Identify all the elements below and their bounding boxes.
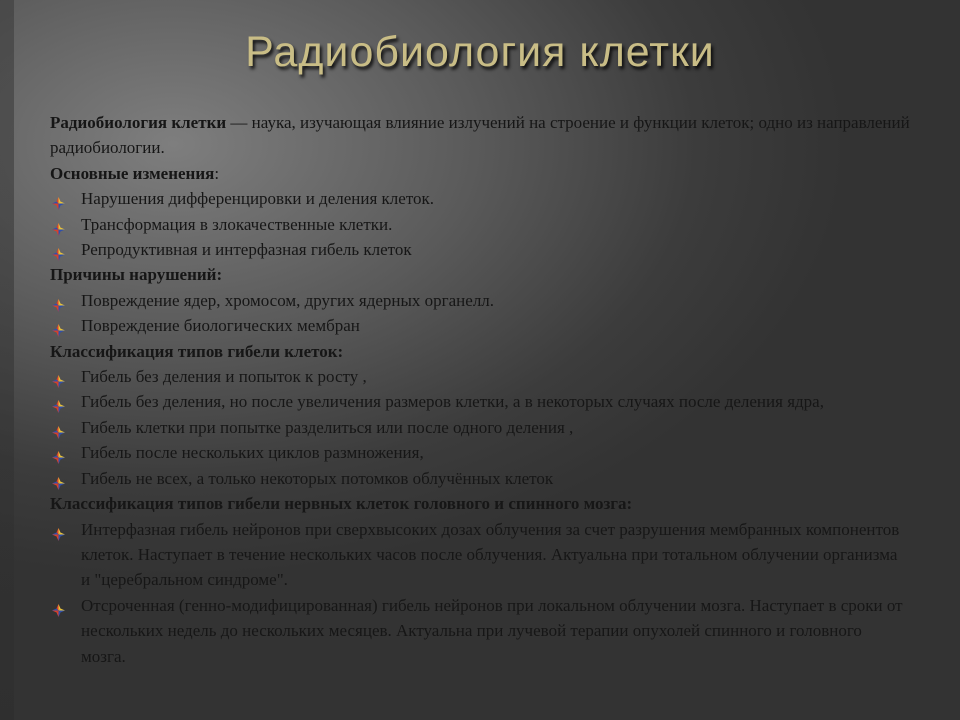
pinwheel-bullet-icon — [52, 395, 65, 408]
list-item — [50, 237, 910, 262]
section-heading-changes — [50, 161, 910, 186]
intro-term: Радиобиология клетки — [50, 113, 227, 132]
pinwheel-bullet-icon — [52, 421, 65, 434]
list-item — [50, 364, 910, 389]
list-item-text: Гибель не всех, а только некоторых потомков облучённых клеток — [81, 468, 554, 488]
section-heading-causes: Причины нарушений: — [50, 265, 223, 285]
list-item — [50, 389, 910, 414]
intro-definition: — наука, изучающая влияние излучений на строение и функции клеток; одно из направлений радиобиологии. — [50, 113, 910, 158]
list-item — [50, 466, 910, 491]
list-item-text: Отсроченная (генно-модифицированная) гибель нейронов при локальном облучении мозга. Наступает в сроки от нескольких недель до нескольких месяцев. Актуальна при лучевой терапии опухолей спинного и головного мозга. — [81, 595, 903, 666]
slide-title: Радиобиология клетки — [245, 28, 715, 76]
pinwheel-bullet-icon — [52, 294, 65, 307]
left-accent-bar — [0, 0, 14, 720]
pinwheel-bullet-icon — [52, 218, 65, 231]
section-heading-death-types: Классификация типов гибели клеток: — [50, 341, 344, 361]
pinwheel-bullet-icon — [52, 599, 65, 612]
list-item-text: Нарушения дифференцировки и деления клеток. — [81, 189, 435, 209]
list-item-text: Трансформация в злокачественные клетки. — [81, 214, 393, 234]
pinwheel-bullet-icon — [52, 370, 65, 383]
list-item-text: Гибель после нескольких циклов размножения, — [81, 443, 424, 463]
list-item — [50, 212, 910, 237]
list-item — [50, 186, 910, 211]
pinwheel-bullet-icon — [52, 319, 65, 332]
list-item-text: Репродуктивная и интерфазная гибель клеток — [81, 240, 412, 260]
list-item — [50, 517, 910, 593]
list-item-text: Повреждение ядер, хромосом, других ядерных органелл. — [81, 290, 495, 310]
pinwheel-bullet-icon — [52, 446, 65, 459]
intro-paragraph — [50, 110, 910, 161]
list-item — [50, 313, 910, 338]
pinwheel-bullet-icon — [52, 192, 65, 205]
list-item — [50, 288, 910, 313]
list-item-text: Гибель без деления и попыток к росту , — [81, 367, 367, 387]
list-item-text: Повреждение биологических мембран — [81, 316, 360, 336]
changes-colon: : — [214, 163, 220, 183]
changes-heading: Основные изменения — [50, 163, 215, 183]
slide-content — [50, 110, 910, 669]
list-item — [50, 440, 910, 465]
pinwheel-bullet-icon — [52, 472, 65, 485]
list-item-text: Гибель без деления, но после увеличения размеров клетки, а в некоторых случаях после деления ядра, — [81, 392, 824, 412]
pinwheel-bullet-icon — [52, 523, 65, 536]
list-item — [50, 415, 910, 440]
pinwheel-bullet-icon — [52, 243, 65, 256]
list-item — [50, 593, 910, 669]
list-item-text: Интерфазная гибель нейронов при сверхвысоких дозах облучения за счет разрушения мембранных компонентов клеток. Наступает в течение нескольких часов после облучения. Актуальна при тотальном облучении организма и "церебральном синдроме". — [81, 519, 900, 590]
section-heading-neuron-death: Классификация типов гибели нервных клеток головного и спинного мозга: — [50, 494, 633, 514]
list-item-text: Гибель клетки при попытке разделиться или после одного деления , — [81, 417, 574, 437]
